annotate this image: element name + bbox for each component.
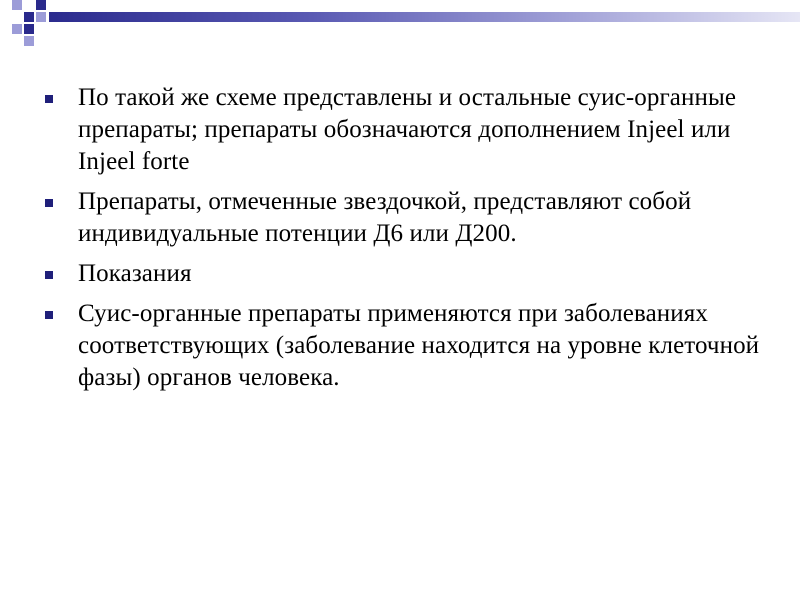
bullet-item — [40, 298, 760, 394]
corner-decor-square — [24, 36, 34, 46]
header-gradient-bar — [49, 12, 800, 22]
corner-decor-square — [12, 0, 22, 10]
bullet-item — [40, 82, 760, 178]
corner-decor-square — [24, 12, 34, 22]
bullet-text: Препараты, отмеченные звездочкой, представляют собой индивидуальные потенции Д6 или Д200. — [78, 188, 692, 247]
corner-decor-square — [36, 0, 46, 10]
bullet-item — [40, 186, 760, 250]
bullet-text: По такой же схеме представлены и остальные суис-органные препараты; препараты обозначаются дополнением Injeel или Injeel forte — [78, 84, 737, 175]
square-bullet-icon — [45, 311, 53, 319]
square-bullet-icon — [45, 271, 53, 279]
bullet-text: Суис-органные препараты применяются при заболеваниях соответствующих (заболевание находится на уровне клеточной фазы) органов человека. — [78, 300, 760, 391]
corner-decor-square — [12, 24, 22, 34]
bullet-text: Показания — [78, 260, 192, 287]
square-bullet-icon — [45, 95, 53, 103]
corner-decor-square — [24, 24, 34, 34]
square-bullet-icon — [45, 199, 53, 207]
bullet-item — [40, 258, 760, 290]
bullet-list — [40, 82, 760, 402]
corner-decor-square — [36, 12, 46, 22]
